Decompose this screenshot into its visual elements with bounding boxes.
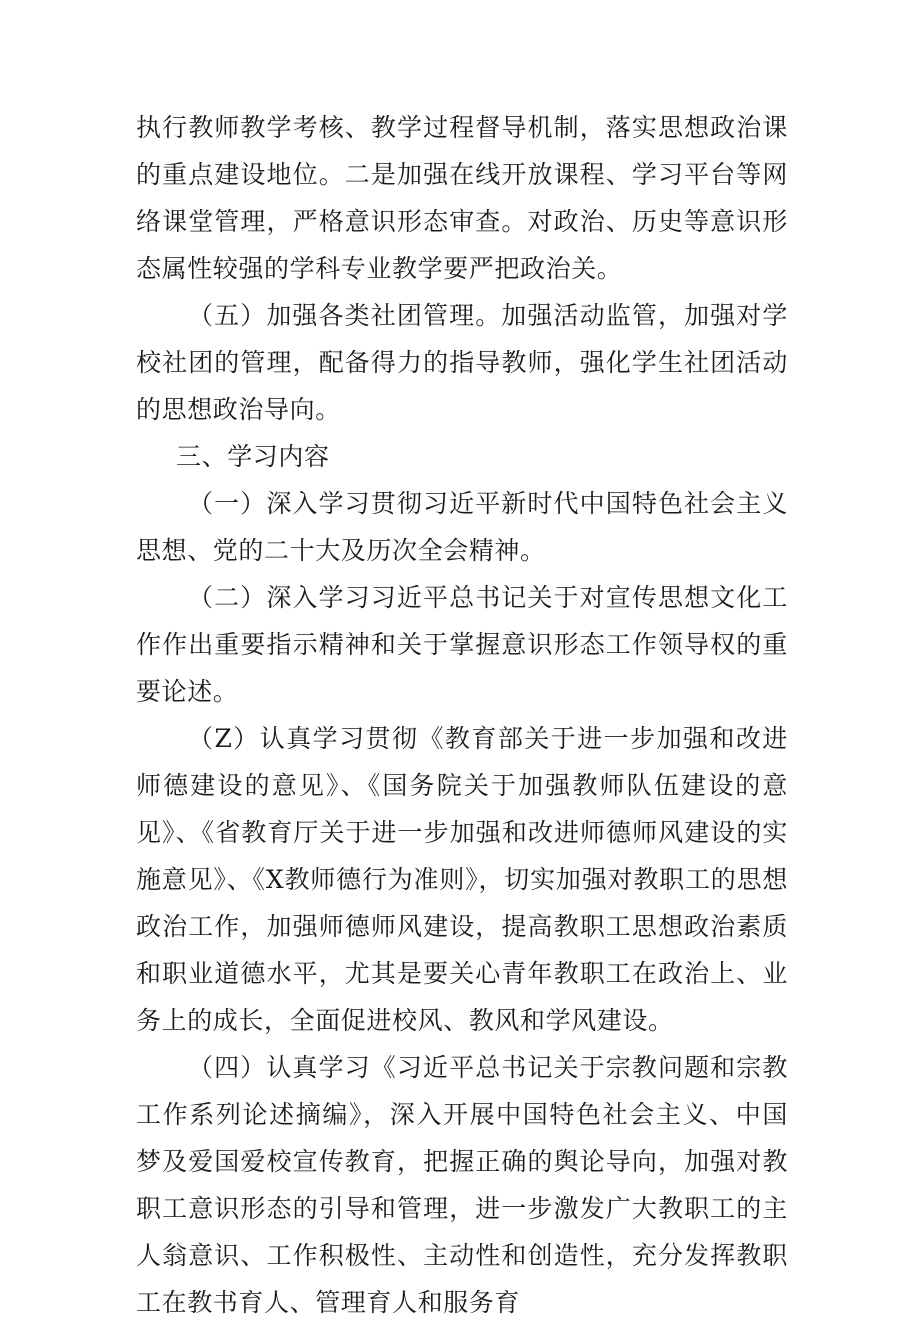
paragraph-continued: 执行教师教学考核、教学过程督导机制，落实思想政治课的重点建设地位。二是加强在线开放课程、学习平台等网络课堂管理，严格意识形态审查。对政治、历史等意识形态属性较强的学科专业教学要严把政治关。	[136, 113, 788, 283]
paragraph-item-3: （Z）认真学习贯彻《教育部关于进一步加强和改进师德建设的意见》、《国务院关于加强教师队伍建设的意见》、《省教育厅关于进一步加强和改进师德师风建设的实施意见》、《X教师德行为准则》，切实加强对教职工的思想政治工作，加强师德师风建设，提高教职工思想政治素质和职业道德水平，尤其是要关心青年教职工在政治上、业务上的成长，全面促进校风、教风和学风建设。	[136, 724, 788, 1035]
paragraph-item-2: （二）深入学习习近平总书记关于对宣传思想文化工作作出重要指示精神和关于掌握意识形态工作领导权的重要论述。	[136, 583, 788, 706]
paragraph-club-management: （五）加强各类社团管理。加强活动监管，加强对学校社团的管理，配备得力的指导教师，强化学生社团活动的思想政治导向。	[136, 301, 788, 424]
section-heading-study-content: 三、学习内容	[176, 442, 330, 471]
document-body	[136, 104, 788, 1326]
paragraph-item-1: （一）深入学习贯彻习近平新时代中国特色社会主义思想、党的二十大及历次全会精神。	[136, 489, 788, 565]
paragraph-item-4: （四）认真学习《习近平总书记关于宗教问题和宗教工作系列论述摘编》，深入开展中国特色社会主义、中国梦及爱国爱校宣传教育，把握正确的舆论导向，加强对教职工意识形态的引导和管理，进一步激发广大教职工的主人翁意识、工作积极性、主动性和创造性，充分发挥教职工在教书育人、管理育人和服务育	[136, 1053, 788, 1317]
